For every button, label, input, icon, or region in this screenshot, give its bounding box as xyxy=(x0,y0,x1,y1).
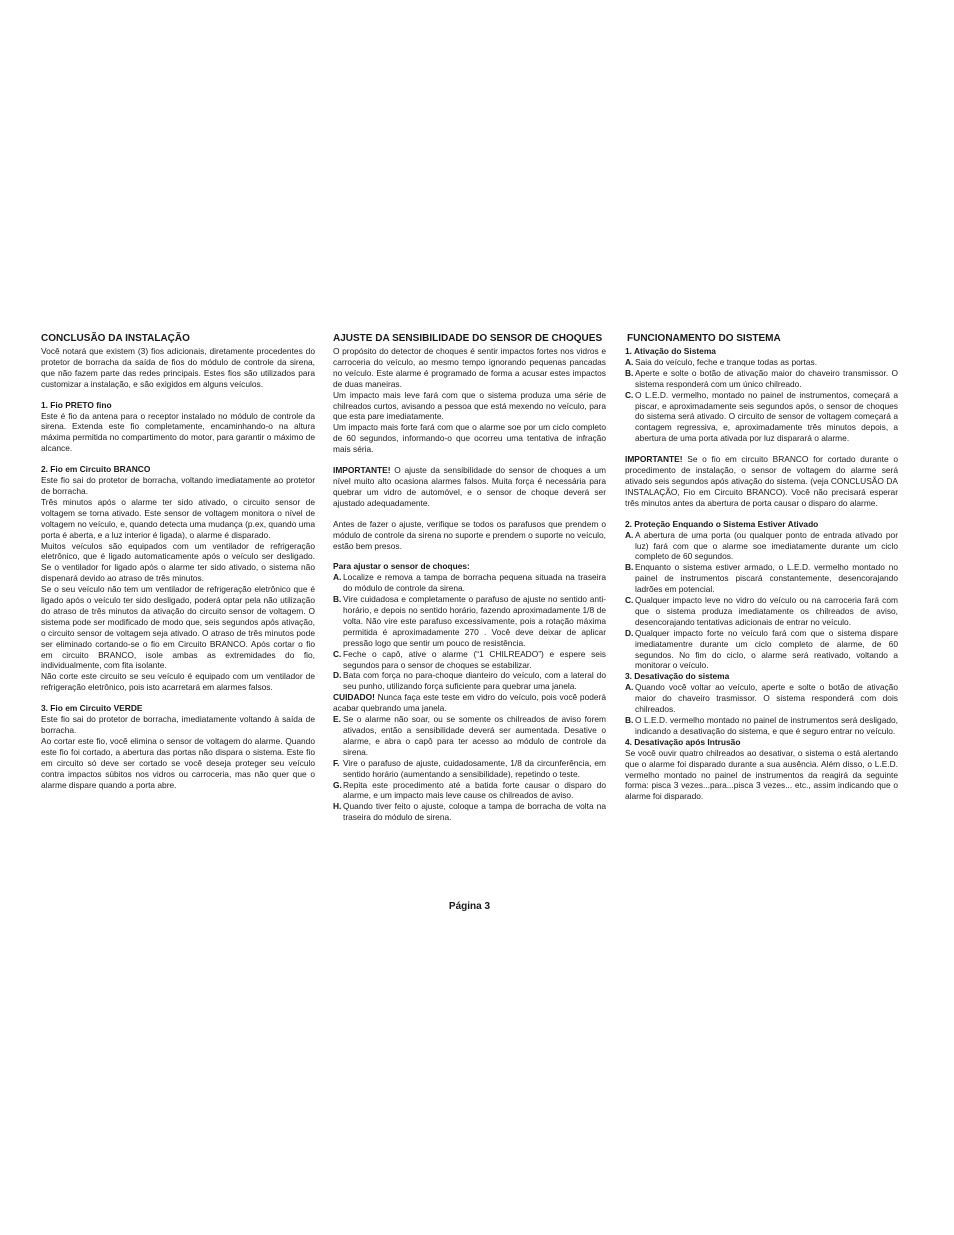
list-item xyxy=(333,572,606,594)
paragraph: Antes de fazer o ajuste, verifique se todos os parafusos que prendem o módulo de controle da sirena no suporte e prendem o suporte no veículo, estão bem presos. xyxy=(333,518,606,551)
list-item xyxy=(333,649,606,671)
subsection-title: 1. Ativação do Sistema xyxy=(625,346,716,356)
subsection-title: 3. Fio em Circuito VERDE xyxy=(41,703,143,714)
item-text: O L.E.D. vermelho montado no painel de instrumentos será desligado, indicando a desativação do sistema, e que é seguro entrar no veículo. xyxy=(635,715,898,736)
caution-label: CUIDADO! xyxy=(333,692,375,703)
item-text: Quando tiver feito o ajuste, coloque a tampa de borracha de volta na traseira do módulo de sirena. xyxy=(343,801,606,823)
paragraph: Muitos veículos são equipados com um ventilador de refrigeração eletrônico, que é ligado automaticamente após o veículo ser desligado. Se o ventilador for ligado após o alarme ter sido ativado, o sistema não dispenará devido ao atraso de três minutos. xyxy=(41,540,315,584)
paragraph: Se o seu veículo não tem um ventilador de refrigeração eletrônico que é ligado após o veículo ter sido desligado, poderá optar pela não utilização do atraso de três minutos da ativação do circuito sensor de voltagem. O sistema pode ser modificado de modo que, seis segundos após ativação, o circuito sensor de voltagem seja ativado. O atraso de três minutos pode ser eliminado cortando-se o fio em Circuito BRANCO. Após cortar o fio em circuito BRANCO, isole ambas as extremidades do fio, individualmente, com fita isolante. xyxy=(41,584,315,671)
important-note xyxy=(333,465,606,509)
section-title: CONCLUSÃO DA INSTALAÇÃO xyxy=(41,333,190,344)
subsection-title: 2. Proteção Enquando o Sistema Estiver Ativado xyxy=(625,518,819,529)
column-shock-sensor-adjustment xyxy=(333,332,606,823)
steps-list xyxy=(333,572,606,692)
deactivation-list xyxy=(625,682,898,737)
item-letter: B. xyxy=(625,367,634,378)
paragraph: Ao cortar este fio, você elimina o sensor de voltagem do alarme. Quando este fio foi cortado, a abertura das portas não dispara o sistema. Este fio em circuito só deve ser cortado se você deseja proteger seu veículo contra impactos súbitos nos vidros ou carroceria, mas não quer que o alarme dispare quando a porta abre. xyxy=(41,735,315,790)
item-letter: D. xyxy=(625,627,634,638)
list-item xyxy=(625,390,898,445)
item-text: Localize e remova a tampa de borracha pequena situada na traseira do módulo de controle da sirena. xyxy=(343,572,606,594)
list-item xyxy=(625,368,898,390)
item-letter: C. xyxy=(625,389,634,400)
item-letter: D. xyxy=(333,670,342,681)
item-letter: A. xyxy=(333,572,342,583)
paragraph: Não corte este circuito se seu veículo é equipado com um ventilador de refrigeração eletrônico, pois isto acarretará em alarmes falsos. xyxy=(41,671,315,693)
item-letter: C. xyxy=(333,648,342,659)
list-item xyxy=(625,595,898,628)
item-text: Quando você voltar ao veículo, aperte e solte o botão de ativação maior do chaveiro trasmissor. O sistema responderá com dois chilreados. xyxy=(635,682,898,715)
caution-text: Nunca faça este teste em vidro do veículo, pois você poderá acabar quebrando uma janela. xyxy=(333,692,606,714)
list-item xyxy=(333,594,606,649)
item-text: Bata com força no para-choque dianteiro do veículo, com a lateral do seu punho, utilizando força suficiente para quebrar uma janela. xyxy=(343,670,606,692)
list-item xyxy=(625,715,898,737)
caution-note xyxy=(333,692,606,714)
list-item xyxy=(333,758,606,780)
list-item xyxy=(625,357,898,368)
item-text: Aperte e solte o botão de ativação maior do chaveiro transmissor. O sistema responderá com um único chilreado. xyxy=(635,367,898,389)
item-letter: H. xyxy=(333,801,342,812)
list-item xyxy=(625,628,898,672)
column-installation-conclusion xyxy=(41,332,315,790)
item-letter: A. xyxy=(625,682,634,693)
item-text: Qualquer impacto forte no veículo fará com que o sistema dispare imediatamentre durante um ciclo completo de alarme, de 60 segundos. No fim do ciclo, o alarme será reativado, voltando a monitorar o veículo. xyxy=(635,627,898,671)
important-label: IMPORTANTE! xyxy=(625,454,683,465)
paragraph: Este é fio da antena para o receptor instalado no módulo de controle da sirena. Extenda este fio completamente, encaminhando-o na altura máxima permitida no compartimento do motor, para garantir o máximo de alcance. xyxy=(41,410,315,454)
item-letter: B. xyxy=(625,715,634,725)
item-letter: B. xyxy=(625,562,634,573)
activation-list xyxy=(625,357,898,444)
list-item xyxy=(333,780,606,802)
item-text: Saia do veículo, feche e tranque todas as portas. xyxy=(635,356,818,367)
item-text: Qualquer impacto leve no vidro do veículo ou na carroceria fará com que o sistema produza imediatamente os chilreados de aviso, desencorajando tentativas adicionais de entrar no veículo. xyxy=(635,595,898,627)
item-letter: B. xyxy=(333,594,342,605)
list-item xyxy=(625,562,898,595)
list-item xyxy=(625,530,898,563)
item-letter: A. xyxy=(625,529,634,540)
item-text: Se o alarme não soar, ou se somente os chilreados de aviso forem ativados, então a sensibilidade deverá ser aumentada. Desative o alarme, e abra o capô para ter acesso ao módulo de controle da sirena. xyxy=(343,714,606,757)
item-text: Feche o capô, ative o alarme (“1 CHILREADO”) e espere seis segundos para o sensor de choques se estabilizar. xyxy=(343,648,606,670)
list-item xyxy=(333,670,606,692)
paragraph: Um impacto mais forte fará com que o alarme soe por um ciclo completo de 60 segundos, informando-o que ocorreu uma tentativa de infração mais séria. xyxy=(333,422,606,455)
paragraph: Este fio sai do protetor de borracha, imediatamente voltando à saída de borracha. xyxy=(41,714,315,735)
item-text: O L.E.D. vermelho, montado no painel de instrumentos, começará a piscar, e aproximadamente seis segundos após, o sensor de choques do sistema será ativado. O circuito de sensor de voltagem começará a contagem regressiva, e, aproximadamente três minutos depois, a abertura de uma porta ativada por luz disparará o alarme. xyxy=(635,389,898,444)
paragraph: Este fio sai do protetor de borracha, voltando imediatamente ao protetor de borracha. xyxy=(41,475,315,496)
paragraph: Três minutos após o alarme ter sido ativado, o circuito sensor de voltagem se torna ativado. Este sensor de voltagem monitora o nível de voltagem no veículo, e, quando detecta uma mudança (p.ex, quando uma porta é aberta, e a luz interior é ligada), o alarme é disparado. xyxy=(41,496,315,540)
column-system-operation xyxy=(625,332,898,802)
paragraph: Você notará que existem (3) fios adicionais, diretamente procedentes do protetor de borracha da saída de fios do módulo de controle da sirena, que não fazem parte das redes principais. Estes fios são utilizados para customizar a instalação, e são exigidos em alguns veículos. xyxy=(41,346,315,389)
item-letter: F. xyxy=(333,757,340,768)
item-text: Vire o parafuso de ajuste, cuidadosamente, 1/8 da circunferência, em sentido horário (aumentando a sensibilidade), repetindo o teste. xyxy=(343,757,606,779)
steps-list-continued xyxy=(333,714,606,823)
subsection-title: 3. Desativação do sistema xyxy=(625,671,730,682)
steps-title: Para ajustar o sensor de choques: xyxy=(333,561,470,572)
page-number: Página 3 xyxy=(448,901,491,912)
protection-list xyxy=(625,530,898,672)
subsection-title: 2. Fio em Circuito BRANCO xyxy=(41,464,151,475)
item-text: A abertura de uma porta (ou qualquer ponto de entrada ativado por luz) fará com que o alarme soe imediatamente durante um ciclo completo de 60 segundos. xyxy=(635,529,898,562)
list-item xyxy=(625,682,898,715)
important-note xyxy=(625,454,898,509)
section-title: FUNCIONAMENTO DO SISTEMA xyxy=(627,333,781,344)
list-item xyxy=(333,801,606,823)
important-text: O ajuste da sensibilidade do sensor de choques a um nível muito alto ocasiona alarmes falsos. Muita força é necessária para quebrar um vidro de automóvel, e o sensor de choque deverá ser ajustado adequadamente. xyxy=(333,465,606,508)
subsection-title: 1. Fio PRETO fino xyxy=(41,399,112,410)
item-text: Repita este procedimento até a batida forte causar o disparo do alarme, e um impacto mais leve cause os chilreados de aviso. xyxy=(343,779,606,801)
list-item xyxy=(333,714,606,758)
subsection-title: 4. Desativação após Intrusão xyxy=(625,736,741,747)
important-text: Se o fio em circuito BRANCO for cortado durante o procedimento de instalação, o sensor de voltagem do alarme será ativado seis segundos após ativação do sistema. (veja CONCLUSÃO DA INSTALAÇÃO, Fio em Circuito BRANCO). Você não precisará esperar três minutos antes da abertura de porta causar o disparo do alarme. xyxy=(625,454,898,508)
item-text: Vire cuidadosa e completamente o parafuso de ajuste no sentido anti-horário, e depois no sentido horário, fazendo aproximadamente 1/8 de volta. Não vire este parafuso excessivamente, pois a rotação máxima permitida é aproximadamente 270 . Você deve deixar de aplicar pressão logo que sentir um pouco de resistência. xyxy=(343,594,606,648)
item-text: Enquanto o sistema estiver armado, o L.E.D. vermelho montado no painel de instrumentos piscará constantemente, desencorajando ladrões em potencial. xyxy=(635,562,898,595)
item-letter: E. xyxy=(333,714,341,725)
important-label: IMPORTANTE! xyxy=(333,465,391,476)
item-letter: G. xyxy=(333,779,342,790)
paragraph: Um impacto mais leve fará com que o sistema produza uma série de chilreados curtos, avisando a pessoa que está mexendo no veículo, para que esta pare imediatamente. xyxy=(333,389,606,422)
section-title: AJUSTE DA SENSIBILIDADE DO SENSOR DE CHOQUES xyxy=(333,333,603,344)
paragraph: O propósito do detector de choques é sentir impactos fortes nos vidros e carroceria do veículo, ao mesmo tempo ignorando pequenas pancadas no veículo. Este alarme é programado de forma a acusar estes impactos de duas maneiras. xyxy=(333,346,606,389)
item-letter: A. xyxy=(625,356,634,367)
paragraph: Se você ouvir quatro chilreados ao desativar, o sistema o está alertando que o alarme foi disparado durante a sua ausência. Além disso, o L.E.D. vermelho montado no painel de instrumentos da reagirá da seguinte forma: pisca 3 vezes...para...pisca 3 vezes... etc., assim indicando que o alarme foi disparado. xyxy=(625,747,898,802)
item-letter: C. xyxy=(625,595,634,606)
